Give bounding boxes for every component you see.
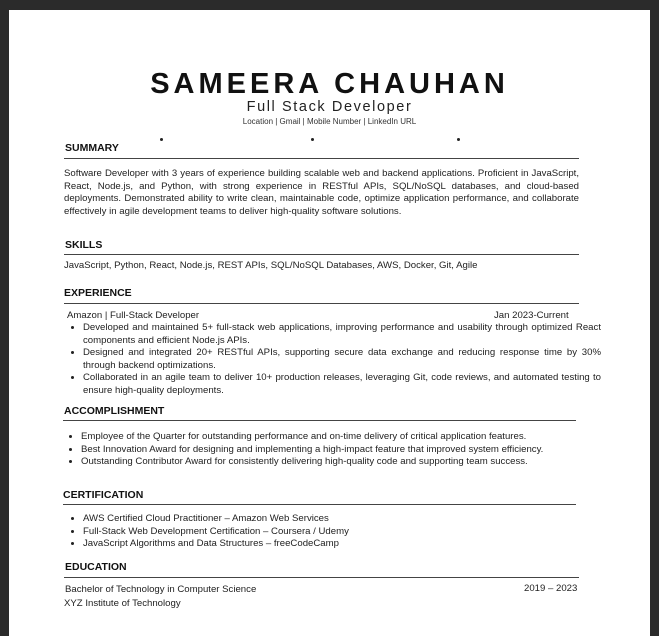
divider-dot (311, 138, 314, 141)
list-item: • Full-Stack Web Development Certification – Coursera / Udemy (83, 526, 598, 539)
list-item: • Designed and integrated 20+ RESTful APIs, supporting secure data exchange and reducing response time by 30% through backend optimizations. (83, 347, 601, 372)
education-degree: Bachelor of Technology in Computer Science (65, 584, 257, 595)
candidate-name: SAMEERA CHAUHAN (150, 68, 509, 100)
section-rule (64, 254, 579, 255)
accomplishment-bullets (62, 431, 599, 469)
section-rule (64, 158, 579, 159)
skills-text: JavaScript, Python, React, Node.js, REST APIs, SQL/NoSQL Databases, AWS, Docker, Git, Agile (64, 260, 478, 271)
section-heading-accomplishment: ACCOMPLISHMENT (64, 405, 165, 417)
list-item: • JavaScript Algorithms and Data Structures – freeCodeCamp (83, 538, 598, 551)
section-heading-certification: CERTIFICATION (63, 489, 144, 501)
section-rule (64, 303, 579, 304)
section-rule (64, 577, 579, 578)
experience-bullets (64, 322, 601, 397)
education-school: XYZ Institute of Technology (64, 598, 181, 609)
section-rule (63, 420, 576, 421)
education-dates: 2019 – 2023 (524, 583, 578, 594)
experience-company: Amazon | Full-Stack Developer (67, 310, 200, 321)
contact-line: Location | Gmail | Mobile Number | LinkedIn URL (242, 117, 417, 126)
list-item: • Outstanding Contributor Award for consistently delivering high-quality code and supporting team success. (81, 456, 599, 469)
list-item: • Best Innovation Award for designing and implementing a high-impact feature that improved system efficiency. (81, 444, 599, 457)
list-item: • Collaborated in an agile team to deliver 10+ production releases, leveraging Git, code reviews, and automated testing to ensure high-quality deployments. (83, 372, 601, 397)
section-heading-education: EDUCATION (65, 561, 127, 573)
section-rule (63, 504, 576, 505)
certification-bullets (64, 513, 598, 551)
section-heading-experience: EXPERIENCE (64, 287, 132, 299)
job-title: Full Stack Developer (246, 99, 413, 115)
experience-dates: Jan 2023-Current (494, 310, 569, 321)
divider-dot (457, 138, 460, 141)
list-item: • Employee of the Quarter for outstanding performance and on-time delivery of critical application features. (81, 431, 599, 444)
summary-text: Software Developer with 3 years of experience building scalable web and backend applications. Proficient in JavaScript, React, Node.js, and Python, with strong experience in RESTful APIs, SQL/NoSQL databases, and cloud-based deployments. Demonstrated ability to write clean, maintainable code, optimize application performance, and collaborate effectively in agile development teams to deliver high-quality software solutions. (64, 168, 579, 217)
divider-dot (160, 138, 163, 141)
section-heading-skills: SKILLS (65, 239, 103, 251)
section-heading-summary: SUMMARY (65, 142, 119, 154)
list-item: • AWS Certified Cloud Practitioner – Amazon Web Services (83, 513, 598, 526)
list-item: • Developed and maintained 5+ full-stack web applications, improving performance and usability through optimized React components and efficient Node.js APIs. (83, 322, 601, 347)
